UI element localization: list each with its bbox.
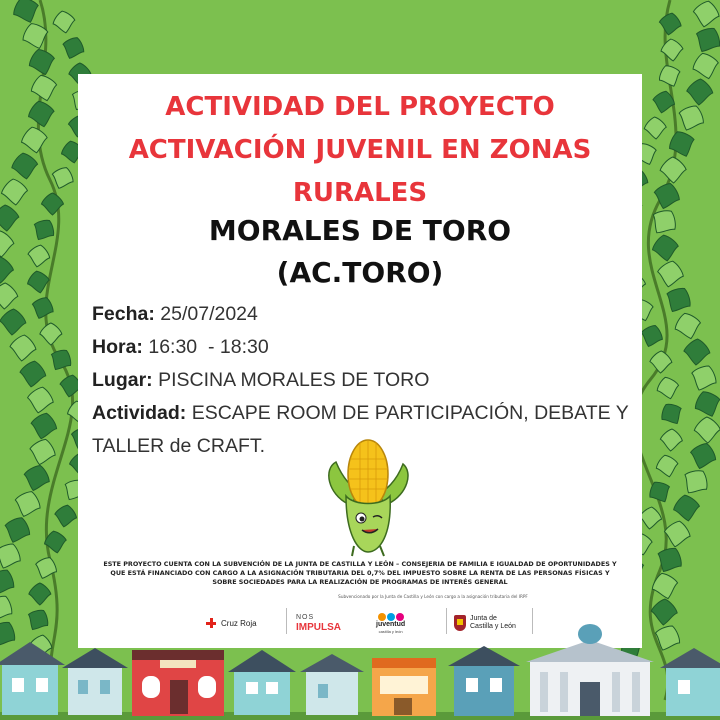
ivy-leaf-icon [9,0,42,27]
ivy-leaf-icon [29,215,59,245]
town-houses-icon [0,620,720,720]
ivy-leaf-icon [691,0,720,29]
ivy-leaf-icon [0,178,29,207]
ivy-leaf-icon [660,157,687,184]
ivy-leaf-icon [0,539,25,573]
ivy-leaf-icon [0,231,14,258]
ivy-leaf-icon [649,570,681,602]
subtitle-line: MORALES DE TORO [208,214,512,247]
castilla-label: Castilla y León [470,623,516,630]
ivy-leaf-icon [660,428,683,451]
ivy-leaf-icon [672,493,701,522]
ivy-leaf-icon [10,151,39,180]
hora-row [92,331,638,364]
ivy-leaf-icon [41,193,63,215]
ivy-leaf-icon [21,462,53,494]
ivy-leaf-icon [657,11,682,36]
ivy-leaf-icon [0,283,18,310]
ivy-leaf-icon [638,322,666,350]
actividad-label: Actividad: [92,402,187,424]
nos-label: NOS [296,613,315,621]
ivy-leaf-icon [687,440,719,472]
ivy-leaf-icon [32,554,60,582]
title-line: ACTIVACIÓN JUVENIL EN ZONAS [128,135,592,165]
ivy-leaf-icon [655,259,685,289]
ivy-leaf-icon [654,453,680,479]
funding-small-notice: Subvencionado por la Junta de Castilla y León con cargo a la asignación tributaria del IRPF [338,594,528,599]
lugar-label: Lugar: [92,369,153,391]
ivy-leaf-icon [0,204,20,232]
ivy-leaf-icon [0,257,13,283]
ivy-leaf-icon [29,294,57,322]
content-card [78,74,642,648]
title-line: RURALES [292,178,428,208]
impulsa-label: IMPULSA [296,621,341,633]
ivy-leaf-icon [18,359,47,388]
funding-notice: ESTE PROYECTO CUENTA CON LA SUBVENCIÓN DE LA JUNTA DE CASTILLA Y LEÓN – CONSEJERIA DE FAMILIA E IGUALDAD DE OPORTUNIDADES Y QUE ESTÁ FINANCIADO CON CARGO A LA ASIGNACIÓN TRIBUTARIA DEL 0,7% DEL IMPUESTO SOBRE LA RENTA DE LAS PERSONAS FÍSICAS Y SOBRE SOCIEDADES PARA LA REALIZACIÓN DE PROGRAMAS DE INTERÉS GENERAL [103,560,617,586]
ivy-leaf-icon [687,361,720,395]
corn-mascot-icon [318,434,418,559]
juventud-label: juventud [376,620,406,628]
ivy-leaf-icon [651,233,680,262]
ivy-leaf-icon [0,308,27,336]
ivy-leaf-icon [652,542,687,577]
ivy-leaf-icon [51,9,76,34]
hora-label: Hora: [92,336,143,358]
ivy-leaf-icon [694,417,720,444]
ivy-leaf-icon [26,46,58,78]
fecha-label: Fecha: [92,303,155,325]
ivy-leaf-icon [661,282,696,317]
lugar-row [92,364,638,397]
ivy-leaf-icon [26,243,51,268]
lugar-value: PISCINA MORALES DE TORO [158,369,430,391]
ivy-leaf-icon [655,375,682,402]
ivy-leaf-icon [690,50,720,82]
ivy-leaf-icon [691,387,720,420]
cruz-roja-label: Cruz Roja [221,618,257,628]
ivy-leaf-icon [28,72,60,104]
event-title [78,86,642,215]
location-title [78,210,642,294]
juventud-sub-label: castilla y león [378,628,403,634]
ivy-leaf-icon [686,78,714,106]
ivy-leaf-icon [649,351,672,374]
ivy-leaf-icon [672,310,704,342]
ivy-leaf-icon [657,399,687,429]
ivy-leaf-icon [26,99,57,130]
ivy-leaf-icon [40,323,62,345]
ivy-leaf-icon [25,385,55,415]
ivy-leaf-icon [638,506,662,530]
ivy-leaf-icon [678,464,714,500]
ivy-leaf-icon [665,127,698,160]
fecha-row [92,298,638,331]
fecha-value: 25/07/2024 [160,303,258,325]
ivy-leaf-icon [0,565,19,599]
ivy-leaf-icon [29,583,51,605]
subtitle-line: (AC.TORO) [276,256,444,289]
ivy-leaf-icon [11,488,44,521]
ivy-leaf-icon [644,116,667,139]
hora-value: 16:30 - 18:30 [148,336,269,358]
ivy-leaf-icon [660,38,684,62]
ivy-leaf-icon [674,101,708,135]
ivy-leaf-icon [27,436,59,468]
title-line: ACTIVIDAD DEL PROYECTO [165,92,555,122]
ivy-leaf-icon [28,411,59,442]
junta-label: Junta de [470,615,497,622]
ivy-leaf-icon [19,125,49,155]
ivy-leaf-icon [690,22,720,57]
ivy-leaf-icon [53,503,78,528]
actividad-value: ESCAPE ROOM DE PARTICIPACIÓN, DEBATE Y TALLER de CRAFT. [92,402,629,457]
ivy-leaf-icon [9,334,38,363]
ivy-leaf-icon [1,513,34,546]
ivy-leaf-icon [59,34,87,62]
ivy-leaf-icon [46,345,76,375]
ivy-leaf-icon [683,338,711,366]
